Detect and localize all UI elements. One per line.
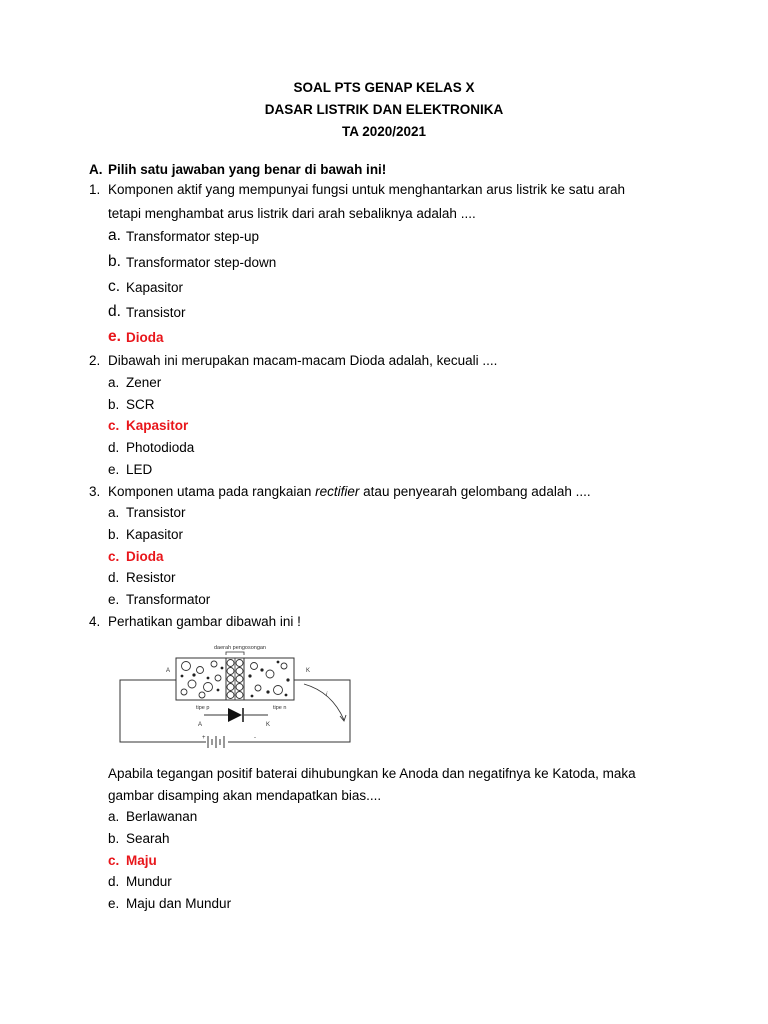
battery-icon [208, 736, 224, 748]
option-text: Transformator step-down [126, 255, 277, 270]
question-number: 1. [89, 182, 101, 197]
option-text: Kapasitor [126, 527, 184, 542]
answer-option-letter: c. [108, 418, 120, 433]
question-number: 2. [89, 353, 101, 368]
label-diode-a: A [198, 722, 203, 728]
option-text: SCR [126, 397, 155, 412]
option-text: LED [126, 462, 153, 477]
question-text-after: atau penyearah gelombang adalah .... [359, 484, 591, 499]
answer-option-letter: c. [108, 853, 120, 868]
current-arrow-icon [304, 684, 344, 720]
question-number: 3. [89, 484, 101, 499]
section-letter: A. [89, 162, 103, 177]
document-header [0, 77, 768, 143]
option-letter: b. [108, 253, 121, 270]
option-text: Zener [126, 375, 162, 390]
answer-option-text: Maju [126, 853, 157, 868]
question-text [108, 483, 591, 501]
option-text: Berlawanan [126, 809, 198, 824]
option-letter: b. [108, 397, 120, 412]
question-text-before: Komponen utama pada rangkaian [108, 484, 316, 499]
question-text: Apabila tegangan positif baterai dihubungkan ke Anoda dan negatifnya ke Katoda, maka [108, 766, 636, 781]
option-letter: b. [108, 831, 120, 846]
option-letter: c. [108, 278, 121, 295]
label-plus: + [202, 735, 206, 741]
option-letter: b. [108, 527, 120, 542]
section-title: Pilih satu jawaban yang benar di bawah ini! [108, 162, 387, 177]
answer-option-text: Dioda [126, 330, 164, 345]
label-p-type: tipe p [196, 705, 210, 711]
option-text: Mundur [126, 874, 172, 889]
question-text: Dibawah ini merupakan macam-macam Dioda adalah, kecuali .... [108, 353, 498, 368]
label-anode: A [166, 668, 171, 674]
option-letter: a. [108, 375, 120, 390]
question-number: 4. [89, 614, 101, 629]
option-letter: e. [108, 896, 120, 911]
title-line-2: DASAR LISTRIK DAN ELEKTRONIKA [264, 102, 504, 117]
question-text: tetapi menghambat arus listrik dari arah sebaliknya adalah .... [108, 206, 476, 221]
option-letter: d. [108, 570, 120, 585]
option-text: Maju dan Mundur [126, 896, 232, 911]
option-letter: e. [108, 592, 120, 607]
option-letter: e. [108, 462, 120, 477]
question-text-italic: rectifier [315, 484, 360, 499]
option-letter: d. [108, 303, 121, 320]
option-text: Transistor [126, 305, 186, 320]
option-text: Photodioda [126, 440, 195, 455]
option-text: Resistor [126, 570, 176, 585]
label-n-type: tipe n [273, 705, 287, 711]
option-letter: d. [108, 874, 120, 889]
title-line-3: TA 2020/2021 [341, 124, 427, 139]
question-text: Perhatikan gambar dibawah ini ! [108, 614, 301, 629]
option-text: Searah [126, 831, 170, 846]
option-letter: a. [108, 809, 120, 824]
answer-option-letter: e. [108, 328, 121, 345]
answer-option-text: Kapasitor [126, 418, 189, 433]
label-depletion: daerah pengosongan [214, 645, 266, 651]
diode-bias-figure [118, 640, 354, 750]
label-cathode: K [306, 668, 311, 674]
diode-symbol-icon [228, 708, 242, 722]
label-current: i [326, 692, 328, 698]
option-text: Kapasitor [126, 280, 184, 295]
label-diode-k: K [266, 722, 271, 728]
option-text: Transistor [126, 505, 186, 520]
question-text: Komponen aktif yang mempunyai fungsi untuk menghantarkan arus listrik ke satu arah [108, 182, 626, 197]
option-text: Transformator step-up [126, 229, 260, 244]
option-letter: d. [108, 440, 120, 455]
answer-option-letter: c. [108, 549, 120, 564]
title-line-1: SOAL PTS GENAP KELAS X [293, 80, 475, 95]
option-letter: a. [108, 227, 121, 244]
question-text: gambar disamping akan mendapatkan bias.... [108, 788, 382, 803]
label-minus: - [254, 735, 256, 741]
option-text: Transformator [126, 592, 211, 607]
answer-option-text: Dioda [126, 549, 164, 564]
option-letter: a. [108, 505, 120, 520]
